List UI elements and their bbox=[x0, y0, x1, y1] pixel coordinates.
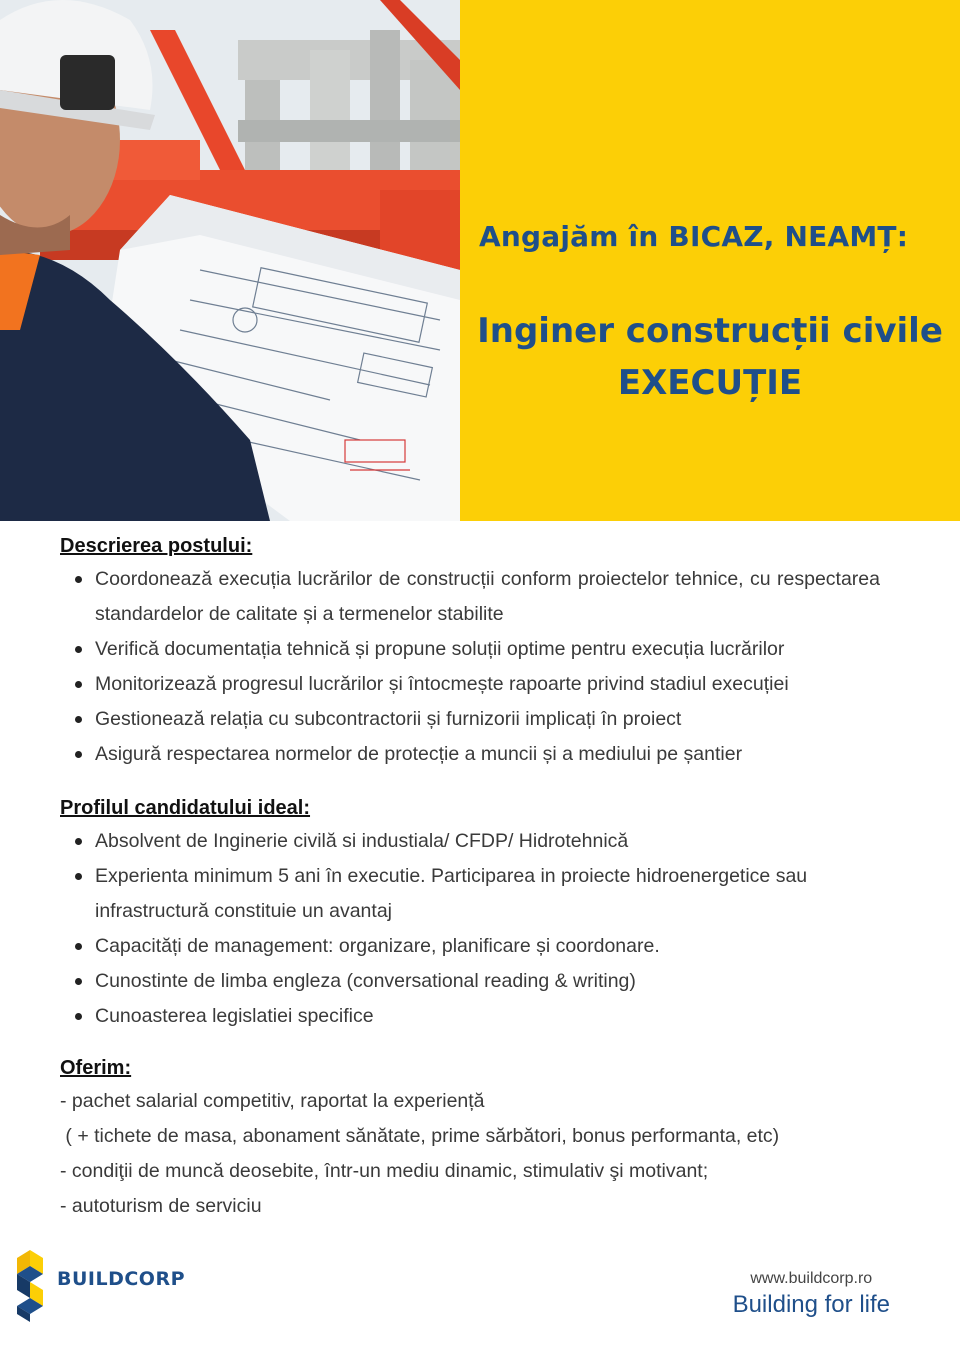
list-item: Cunostinte de limba engleza (conversational reading & writing) bbox=[60, 964, 880, 999]
hero-banner bbox=[0, 0, 960, 521]
offer-line: ( + tichete de masa, abonament sănătate, prime sărbători, bonus performanta, etc) bbox=[60, 1125, 780, 1147]
brand-slogan: Building for life bbox=[732, 1291, 890, 1318]
list-item: Capacități de management: organizare, planificare și coordonare. bbox=[60, 929, 880, 964]
offer-line: - pachet salarial competitiv, raportat la experiență bbox=[60, 1090, 485, 1112]
job-title-line-2: EXECUȚIE bbox=[617, 363, 803, 403]
brand-name: BUILDCORP bbox=[57, 1268, 186, 1290]
website-link[interactable]: www.buildcorp.ro bbox=[750, 1270, 873, 1287]
job-details bbox=[60, 530, 880, 1224]
description-section bbox=[60, 530, 880, 772]
list-item: Monitorizează progresul lucrărilor și întocmește rapoarte privind stadiul execuției bbox=[60, 667, 880, 702]
offer-heading: Oferim: bbox=[60, 1057, 132, 1079]
list-item: Experienta minimum 5 ani în executie. Participarea in proiecte hidroenergetice sau infrastructură constituie un avantaj bbox=[60, 859, 880, 929]
list-item: Cunoasterea legislatiei specifice bbox=[60, 999, 880, 1034]
list-item: Absolvent de Inginerie civilă si industiala/ CFDP/ Hidrotehnică bbox=[60, 824, 880, 859]
list-item: Verifică documentația tehnică și propune soluții optime pentru execuția lucrărilor bbox=[60, 632, 880, 667]
offer-section bbox=[60, 1052, 880, 1224]
list-item: Gestionează relația cu subcontractorii și furnizorii implicați în proiect bbox=[60, 702, 880, 737]
offer-line: - condiţii de muncă deosebite, într-un mediu dinamic, stimulativ şi motivant; bbox=[60, 1160, 709, 1182]
buildcorp-logo bbox=[15, 1250, 215, 1322]
list-item: Coordonează execuția lucrărilor de construcții conform proiectelor tehnice, cu respectarea standardelor de calitate și a termenelor stabilite bbox=[60, 562, 880, 632]
profile-heading: Profilul candidatului ideal: bbox=[60, 797, 311, 819]
description-list bbox=[60, 562, 880, 772]
engineer-photo bbox=[0, 0, 460, 521]
profile-section bbox=[60, 792, 880, 1034]
footer-contact bbox=[733, 1268, 890, 1320]
headline-panel bbox=[460, 0, 960, 521]
list-item: Asigură respectarea normelor de protecție a muncii și a mediului pe șantier bbox=[60, 737, 880, 772]
job-location-heading: Angajăm în BICAZ, NEAMȚ: bbox=[479, 220, 909, 253]
job-title bbox=[460, 305, 960, 409]
description-heading: Descrierea postului: bbox=[60, 535, 253, 557]
engineer-with-blueprints-illustration bbox=[0, 0, 460, 521]
profile-list bbox=[60, 824, 880, 1034]
buildcorp-s-logo-icon bbox=[15, 1250, 45, 1322]
job-title-line-1: Inginer construcții civile bbox=[477, 311, 943, 351]
offer-line: - autoturism de serviciu bbox=[60, 1195, 262, 1217]
